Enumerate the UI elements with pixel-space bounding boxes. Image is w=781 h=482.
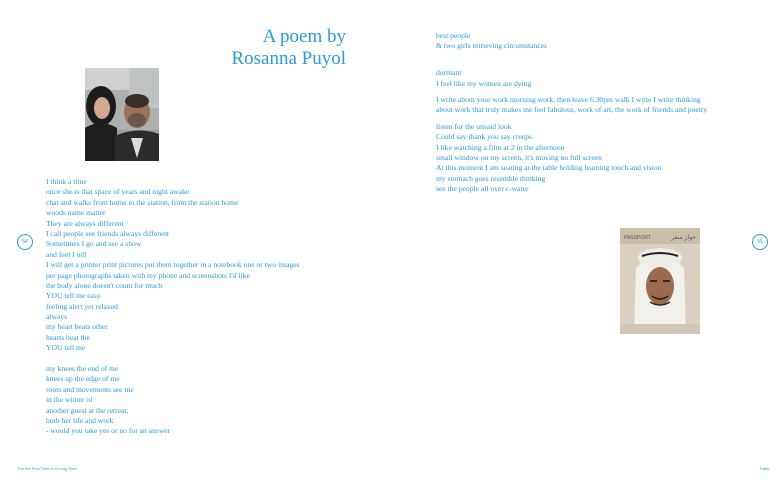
left-poem-line: and feel I tell <box>46 249 87 259</box>
left-poem-line: - would you take yes or no for an answer <box>46 426 171 436</box>
left-poem-line: hearts beat the <box>46 332 90 342</box>
poem-title <box>160 26 346 70</box>
left-poem-line: feeling alert yet relaxed <box>46 301 118 311</box>
right-poem-line: about work that truly makes me feel fabulous, work of art, the work of friends and poetry <box>436 105 708 115</box>
right-poem-line: my stomach goes resemble thinking <box>436 173 546 183</box>
title-line-2: Rosanna Puyol <box>231 48 346 69</box>
passport-illustration <box>620 228 700 334</box>
footer-section-title: Trails <box>759 466 769 471</box>
left-poem-line: I think a time <box>46 177 87 186</box>
left-poem-line: my knees the end of me <box>46 364 119 374</box>
page-number-right: 55 <box>752 234 768 250</box>
right-poem-line: listen for the unsaid look <box>436 121 512 131</box>
left-poem-line: always <box>46 312 68 322</box>
left-poem-line: per page photographs taken with my phone and screenshots I'd like <box>46 270 250 280</box>
selfie-illustration <box>85 68 159 161</box>
title-line-1: A poem by <box>262 26 346 47</box>
selfie-photo <box>85 68 159 161</box>
page-number-left: 54 <box>17 234 33 250</box>
left-poem-line: Sometimes I go and see a show <box>46 239 142 249</box>
footer-publication-title: For the First Time in a Long Time <box>18 466 77 471</box>
left-poem-line: another guest at the retreat, <box>46 405 129 415</box>
left-poem-line: my heart beats other <box>46 322 108 332</box>
left-poem-line: both her life and work <box>46 415 114 425</box>
left-poem-line: YOU tell me easy <box>46 291 101 301</box>
left-poem-line: the body alone doesn't count for much <box>46 280 163 290</box>
right-poem-line: dormant <box>436 68 462 78</box>
right-poem-line: I write about your work morning work, then leave 6.30pm walk I write I write thinking <box>436 94 701 104</box>
right-poem-line: At this moment I am seating at the table holding learning touch and vision <box>436 163 662 173</box>
right-poem-line: I like watching a film at 2 in the afternoon <box>436 142 565 152</box>
left-poem-line: once she is that space of years and night awake <box>46 187 190 197</box>
left-poem-line: chat and walks from home to the station, from the station home <box>46 197 239 207</box>
left-poem-line: woods name matter <box>46 208 106 218</box>
right-poem-line: small window on my screen, it's moving no full screen <box>436 152 602 162</box>
stanza-gap <box>436 52 707 62</box>
left-poem-line: YOU tell me <box>46 343 86 353</box>
left-poem-line: I call people see friends always different <box>46 228 169 238</box>
right-poem-line: & two girls retrieving circumstances <box>436 41 547 51</box>
left-poem-line: in the winter of <box>46 395 93 405</box>
right-poem-line: Could say thank you say creeps <box>436 132 532 142</box>
passport-arabic-label: جواز سفر <box>671 234 696 241</box>
right-poem-line: see the people all over c-water <box>436 184 529 194</box>
right-poem-line: best people <box>436 31 471 40</box>
right-poem-line: I feel like my women are dying <box>436 78 532 88</box>
left-poem-line: I will get a printer print pictures put them together in a notebook one or two images <box>46 260 300 270</box>
passport-label: PASSPORT <box>624 235 651 241</box>
left-poem-line: knees up the edge of me <box>46 374 120 384</box>
left-poem <box>46 177 299 437</box>
right-poem <box>436 31 707 194</box>
left-poem-line <box>46 354 299 364</box>
left-poem-line: roots and movements see me <box>46 384 134 394</box>
passport-photo <box>620 228 700 334</box>
left-poem-line: They are always different <box>46 218 124 228</box>
